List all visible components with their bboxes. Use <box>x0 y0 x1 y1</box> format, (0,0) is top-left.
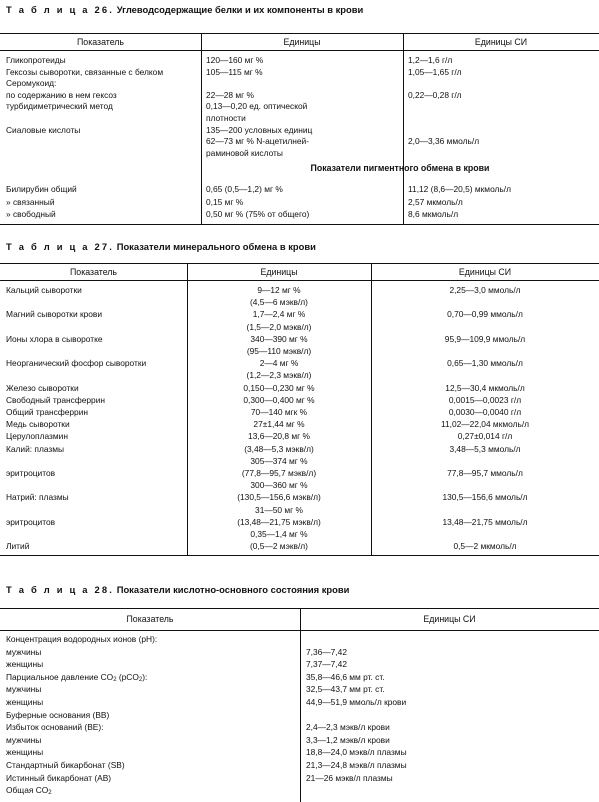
cell-indicator: мужчины <box>6 646 42 657</box>
cell-si: 0,0030—0,0040 г/л <box>448 407 522 417</box>
cell-si: 2,4—2,3 мэкв/л крови <box>306 722 390 733</box>
cell-indicator: Медь сыворотки <box>6 419 70 430</box>
cell-indicator: Литий <box>6 541 30 552</box>
table-row <box>0 297 599 308</box>
table-row <box>0 672 599 683</box>
cell-indicator: Сиаловые кислоты <box>6 124 81 135</box>
cell-units: 300—360 мг % <box>250 480 308 491</box>
t28-header-si: Единицы СИ <box>423 614 476 624</box>
cell-si: 32,5—43,7 мм рт. ст. <box>306 684 385 695</box>
table-row <box>0 659 599 670</box>
cell-indicator: Билирубин общий <box>6 184 77 194</box>
cell-si: 7,36—7,42 <box>306 646 347 657</box>
cell-si: 44,9—51,9 ммоль/л крови <box>306 697 407 707</box>
cell-indicator: Серомукоид: <box>6 78 57 89</box>
cell-units: 0,35—1,4 мг % <box>250 529 308 539</box>
cell-si: 11,02—22,04 мкмоль/л <box>440 419 530 430</box>
cell-indicator: Парциальное давление CO2 (pCO2): <box>6 671 148 683</box>
table-row <box>0 480 599 491</box>
cell-units: 0,300—0,400 мг % <box>243 394 315 405</box>
cell-indicator: Ионы хлора в сыворотке <box>6 333 103 344</box>
table-row <box>0 125 599 136</box>
cell-units: 340—390 мг % <box>250 333 308 344</box>
table-row <box>0 431 599 442</box>
cell-units: раминовой кислоты <box>206 147 283 158</box>
cell-indicator: эритроцитов <box>6 516 56 527</box>
cell-units: 62—73 мг % N-ацетилней- <box>206 136 309 147</box>
cell-units: (77,8—95,7 мэкв/л) <box>241 468 317 478</box>
table-row <box>0 735 599 746</box>
cell-indicator: Общая CO2 <box>6 785 52 797</box>
table-row <box>0 370 599 381</box>
cell-units: 31—50 мг % <box>255 504 303 515</box>
table-row <box>0 773 599 784</box>
cell-indicator: » свободный <box>6 209 56 220</box>
cell-indicator: Избыток оснований (BE): <box>6 722 104 733</box>
cell-units: (3,48—5,3 мэкв/л) <box>244 443 314 454</box>
t27-header-rule <box>0 280 599 281</box>
table-28-number: Т а б л и ц а 28. <box>6 584 115 595</box>
cell-indicator: Гликопротеиды <box>6 55 66 65</box>
cell-si: 18,8—24,0 мэкв/л плазмы <box>306 747 407 758</box>
cell-indicator: по содержанию в нем гексоз <box>6 89 117 100</box>
table-row <box>0 101 599 112</box>
table-28-title <box>6 584 349 595</box>
cell-units: 2—4 мг % <box>259 358 299 369</box>
cell-si: 0,70—0,99 ммоль/л <box>447 309 523 320</box>
cell-indicator: женщины <box>6 697 44 707</box>
table-28-caption: Показатели кислотно-основного состояния крови <box>116 584 350 595</box>
cell-indicator: Истинный бикарбонат (AB) <box>6 772 112 783</box>
t28-header-indicator: Показатель <box>126 614 174 624</box>
table-row <box>0 309 599 320</box>
table-row <box>0 334 599 345</box>
cell-indicator: мужчины <box>6 684 42 695</box>
t26-header-rule <box>0 50 599 51</box>
cell-units: 13,6—20,8 мг % <box>248 431 310 442</box>
cell-si: 3,3—1,2 мэкв/л крови <box>306 734 390 745</box>
cell-units: 22—28 мг % <box>206 89 254 100</box>
table-row <box>0 419 599 430</box>
table-row <box>0 90 599 101</box>
table-26-caption: Углеводсодержащие белки и их компоненты в крови <box>116 4 364 15</box>
table-row <box>0 78 599 89</box>
t26-header-si: Единицы СИ <box>474 37 528 47</box>
table-row <box>0 760 599 771</box>
table-row <box>0 747 599 758</box>
table-row <box>0 148 599 159</box>
table-row <box>0 136 599 147</box>
table-row <box>0 492 599 503</box>
cell-si: 130,5—156,6 ммоль/л <box>442 492 528 503</box>
t26-section-heading: Показатели пигментного обмена в крови <box>310 163 490 173</box>
table-row <box>0 634 599 645</box>
cell-indicator: женщины <box>6 747 44 758</box>
cell-si: 21,3—24,8 мэкв/л плазмы <box>306 760 407 770</box>
table-row <box>0 444 599 455</box>
cell-indicator: Стандартный бикарбонат (SB) <box>6 760 125 770</box>
cell-si: 3,48—5,3 ммоль/л <box>449 443 521 454</box>
cell-units: 120—160 мг % <box>206 55 264 65</box>
t27-header-units: Единицы <box>260 267 298 277</box>
table-27-number: Т а б л и ц а 27. <box>6 241 115 252</box>
cell-units: 0,15 мг % <box>206 196 244 207</box>
table-row <box>0 67 599 78</box>
t26-header-indicator: Показатель <box>76 37 125 47</box>
cell-si: 0,5—2 мкмоль/л <box>453 541 517 552</box>
table-26-title <box>6 4 363 15</box>
cell-indicator: Железо сыворотки <box>6 382 79 393</box>
cell-indicator: Калий: плазмы <box>6 443 65 454</box>
cell-indicator: Неорганический фосфор сыворотки <box>6 358 147 369</box>
cell-indicator: Общий трансферрин <box>6 407 89 417</box>
cell-units: 9—12 мг % <box>257 285 301 295</box>
table-row <box>0 113 599 124</box>
cell-units: (1,5—2,0 мэкв/л) <box>246 321 312 332</box>
cell-indicator: турбидиметрический метод <box>6 101 113 112</box>
table-row <box>0 395 599 406</box>
cell-si: 0,27±0,014 г/л <box>457 431 513 442</box>
cell-units: 0,50 мг % (75% от общего) <box>206 209 310 220</box>
cell-units: 135—200 условных единиц <box>206 124 313 135</box>
t27-header-indicator: Показатель <box>69 267 118 277</box>
cell-si: 1,05—1,65 г/л <box>408 66 462 77</box>
cell-units: 27±1,44 мг % <box>253 419 305 430</box>
cell-indicator: » связанный <box>6 196 55 207</box>
t27-header-si: Единицы СИ <box>458 267 512 277</box>
cell-indicator: Гексозы сыворотки, связанные с белком <box>6 66 164 77</box>
table-row <box>0 209 599 220</box>
cell-units: (95—110 мэкв/л) <box>246 346 312 356</box>
table-27-caption: Показатели минерального обмена в крови <box>116 241 316 252</box>
cell-indicator: мужчины <box>6 734 42 745</box>
table-row <box>0 684 599 695</box>
table-row <box>0 407 599 418</box>
cell-si: 21—26 мэкв/л плазмы <box>306 772 393 783</box>
cell-indicator: Магний сыворотки крови <box>6 309 103 320</box>
cell-si: 12,5—30,4 мкмоль/л <box>445 382 525 393</box>
table-row <box>0 529 599 540</box>
cell-units: (4,5—6 мэкв/л) <box>250 297 308 308</box>
table-row <box>0 322 599 333</box>
table-27-title <box>6 241 316 252</box>
table-row <box>0 358 599 369</box>
cell-si: 2,0—3,36 ммоль/л <box>408 136 480 147</box>
t26-header-units: Единицы <box>283 37 321 47</box>
cell-si: 2,25—3,0 ммоль/л <box>449 285 521 295</box>
cell-si: 0,65—1,30 ммоль/л <box>447 358 523 369</box>
cell-si: 35,8—46,6 мм рт. ст. <box>306 671 385 682</box>
cell-units: 1,7—2,4 мг % <box>252 309 306 320</box>
table-row <box>0 517 599 528</box>
cell-si: 1,2—1,6 г/л <box>408 55 453 65</box>
cell-units: 305—374 мг % <box>250 455 308 466</box>
cell-indicator: эритроцитов <box>6 468 56 478</box>
table-row <box>0 505 599 516</box>
t26-top-rule <box>0 33 599 34</box>
table-row <box>0 55 599 66</box>
cell-units: 0,13—0,20 ед. оптической <box>206 101 308 112</box>
cell-units: 0,150—0,230 мг % <box>243 382 315 393</box>
table-row <box>0 346 599 357</box>
table-26-number: Т а б л и ц а 26. <box>6 4 115 15</box>
cell-si: 77,8—95,7 ммоль/л <box>447 468 523 478</box>
table-row <box>0 456 599 467</box>
cell-units: 0,65 (0,5—1,2) мг % <box>206 184 283 194</box>
table-row <box>0 541 599 552</box>
cell-units: (0,5—2 мэкв/л) <box>250 541 308 552</box>
cell-indicator: Концентрация водородных ионов (pH): <box>6 634 158 644</box>
cell-si: 7,37—7,42 <box>306 659 347 670</box>
cell-indicator: женщины <box>6 659 44 670</box>
cell-si: 11,12 (8,6—20,5) мкмоль/л <box>408 184 512 194</box>
cell-si: 95,9—109,9 ммоль/л <box>444 333 526 344</box>
t27-bottom-rule <box>0 555 599 556</box>
table-row <box>0 468 599 479</box>
table-row <box>0 383 599 394</box>
cell-si: 2,57 мкмоль/л <box>408 196 463 207</box>
t26-bottom-rule <box>0 224 599 225</box>
cell-units: (1,2—2,3 мэкв/л) <box>246 370 312 381</box>
cell-units: (13,48—21,75 мэкв/л) <box>237 516 321 527</box>
cell-si: 0,0015—0,0023 г/л <box>448 394 522 405</box>
table-row <box>0 697 599 708</box>
table-row <box>0 785 599 796</box>
table-row <box>0 184 599 195</box>
cell-units: 70—140 мгк % <box>250 407 308 417</box>
cell-units: плотности <box>206 113 246 123</box>
cell-si: 13,48—21,75 ммоль/л <box>442 516 528 527</box>
cell-units: 105—115 мг % <box>206 66 263 77</box>
cell-si: 0,22—0,28 г/л <box>408 89 462 100</box>
cell-indicator: Церулоплазмин <box>6 431 68 442</box>
cell-indicator: Буферные основания (BB) <box>6 709 110 720</box>
table-row <box>0 197 599 208</box>
table-row <box>0 647 599 658</box>
cell-si: 8,6 мкмоль/л <box>408 209 459 220</box>
table-row <box>0 285 599 296</box>
cell-units: (130,5—156,6 мэкв/л) <box>237 492 321 503</box>
table-row <box>0 710 599 721</box>
t27-top-rule <box>0 263 599 264</box>
cell-indicator: Натрий: плазмы <box>6 492 69 503</box>
cell-indicator: Кальций сыворотки <box>6 285 82 295</box>
table-row <box>0 722 599 733</box>
cell-indicator: Свободный трансферрин <box>6 394 105 405</box>
